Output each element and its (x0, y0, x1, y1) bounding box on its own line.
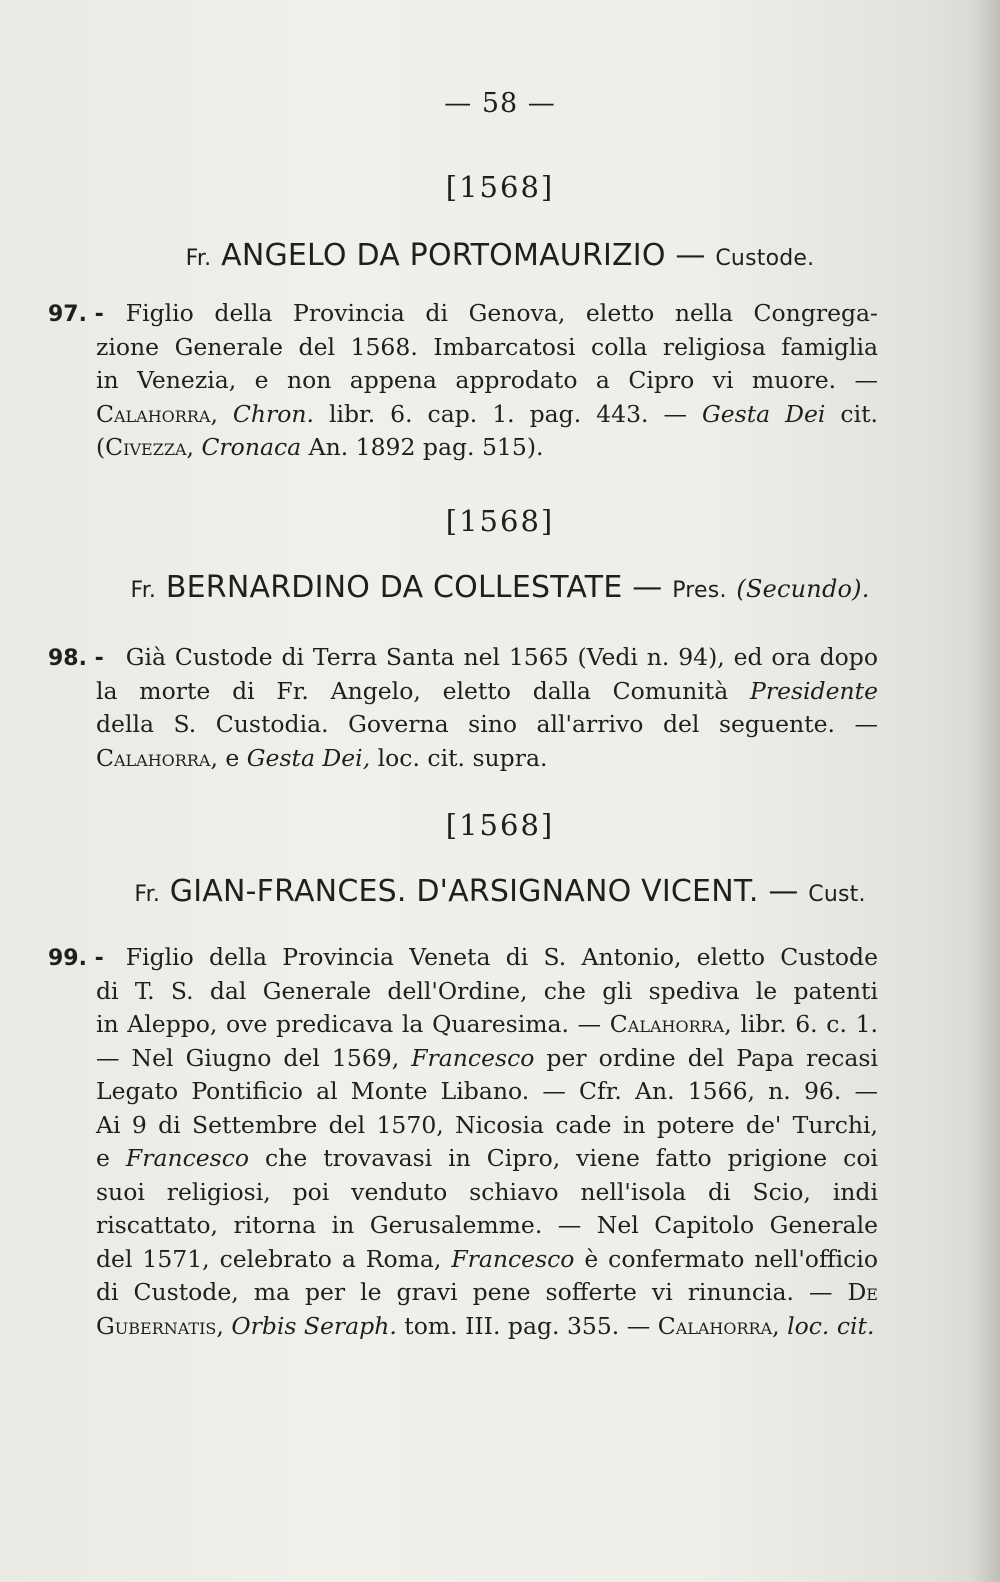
text-line: suoi religiosi, poi venduto schiavo nell'isola di Scio, indi (96, 1177, 878, 1206)
heading-prefix: Fr. (134, 882, 161, 907)
citation-title: Orbis Seraph. (231, 1311, 397, 1340)
person-name: Francesco (451, 1244, 575, 1273)
text-line: in Venezia, e non appena approdato a Cipro vi muore. — (96, 366, 878, 394)
entry-heading-3 (0, 874, 1000, 909)
text-fragment: , (216, 1311, 232, 1340)
person-name: Francesco (125, 1144, 250, 1172)
heading-prefix: Fr. (130, 578, 157, 603)
year-heading-1: [1568] (445, 170, 555, 204)
text-line: Ai 9 di Settembre del 1570, Nicosia cade in potere de' Turchi, (96, 1110, 878, 1139)
heading-role: Pres. (672, 578, 727, 603)
entry-heading-2 (0, 570, 1000, 605)
text-fragment: per ordine del Papa recasi (534, 1043, 878, 1072)
entry-number: 97. - (48, 302, 104, 327)
citation-title: loc. cit. (787, 1311, 875, 1340)
text-line: riscattato, ritorna in Gerusalemme. — Nel Capitolo Generale (96, 1211, 878, 1239)
person-name: Francesco (411, 1043, 535, 1072)
entry-body-98 (48, 641, 878, 775)
heading-dash: — (675, 238, 706, 273)
text-fragment: tom. III. pag. 355. — (396, 1311, 658, 1340)
text-fragment: e (96, 1144, 126, 1172)
text-line: Già Custode di Terra Santa nel 1565 (Vedi n. 94), ed ora dopo (125, 643, 878, 671)
heading-name: BERNARDINO DA COLLESTATE (165, 570, 623, 605)
text-fragment: , (186, 433, 202, 461)
entry-body-97 (48, 297, 878, 465)
page-number: — 58 — (444, 88, 556, 119)
text-line: di T. S. dal Generale dell'Ordine, che gli spediva le patenti (96, 976, 878, 1005)
citation-title: Presidente (750, 676, 878, 705)
text-fragment: , (772, 1311, 788, 1340)
text-line: Figlio della Provincia Veneta di S. Antonio, eletto Custode (125, 943, 878, 971)
text-fragment: è confermato nell'officio (574, 1244, 878, 1273)
text-fragment: An. 1892 pag. 515). (301, 433, 544, 461)
text-fragment: , libr. 6. c. 1. (724, 1010, 878, 1038)
citation-author: Calahorra (96, 399, 211, 428)
heading-name: GIAN-FRANCES. D'ARSIGNANO VICENT. (169, 874, 759, 909)
text-line: della S. Custodia. Governa sino all'arrivo del seguente. — (96, 710, 878, 738)
text-line: zione Generale del 1568. Imbarcatosi colla religiosa famiglia (96, 332, 878, 361)
citation-author: Civezza (105, 433, 187, 461)
text-fragment: di Custode, ma per le gravi pene sofferte vi rinuncia. — (96, 1278, 848, 1306)
heading-note: (Secundo). (736, 575, 870, 603)
citation-title: Gesta Dei (701, 399, 826, 428)
citation-author: Calahorra (96, 743, 211, 772)
heading-role: Cust. (808, 882, 866, 907)
entry-heading-1 (0, 238, 1000, 273)
citation-title: Gesta Dei, (246, 743, 371, 772)
citation-title: Chron. (232, 399, 314, 428)
entry-number: 99. - (48, 946, 104, 971)
heading-name: ANGELO DA PORTOMAURIZIO (221, 238, 666, 273)
text-fragment: del 1571, celebrato a Roma, (96, 1244, 452, 1273)
citation-author: De (847, 1278, 878, 1306)
heading-dash: — (768, 874, 799, 909)
text-fragment: loc. cit. supra. (370, 743, 548, 772)
text-fragment: cit. (825, 399, 878, 428)
entry-number: 98. - (48, 646, 104, 671)
text-line: Legato Pontificio al Monte Libano. — Cfr. An. 1566, n. 96. — (96, 1077, 878, 1105)
citation-author: Calahorra (657, 1311, 773, 1340)
text-fragment: , (210, 399, 233, 428)
text-fragment: la morte di Fr. Angelo, eletto dalla Comunità (96, 676, 751, 705)
text-fragment: in Aleppo, ove predicava la Quaresima. — (96, 1010, 610, 1038)
text-line: Figlio della Provincia di Genova, eletto nella Congrega- (125, 299, 878, 327)
heading-prefix: Fr. (185, 246, 212, 271)
year-heading-3: [1568] (445, 808, 555, 842)
text-fragment: , e (210, 743, 247, 772)
heading-role: Custode. (715, 246, 815, 271)
heading-dash: — (632, 570, 663, 605)
entry-body-99 (48, 941, 878, 1343)
citation-author: Gubernatis (96, 1311, 217, 1340)
citation-author: Calahorra (609, 1010, 725, 1038)
text-fragment: libr. 6. cap. 1. pag. 443. — (314, 399, 702, 428)
text-fragment: — Nel Giugno del 1569, (96, 1043, 412, 1072)
citation-title: Cronaca (201, 433, 302, 461)
year-heading-2: [1568] (445, 504, 555, 538)
text-fragment: che trovavasi in Cipro, viene fatto prigione coi (249, 1144, 878, 1172)
text-fragment: ( (96, 433, 106, 461)
